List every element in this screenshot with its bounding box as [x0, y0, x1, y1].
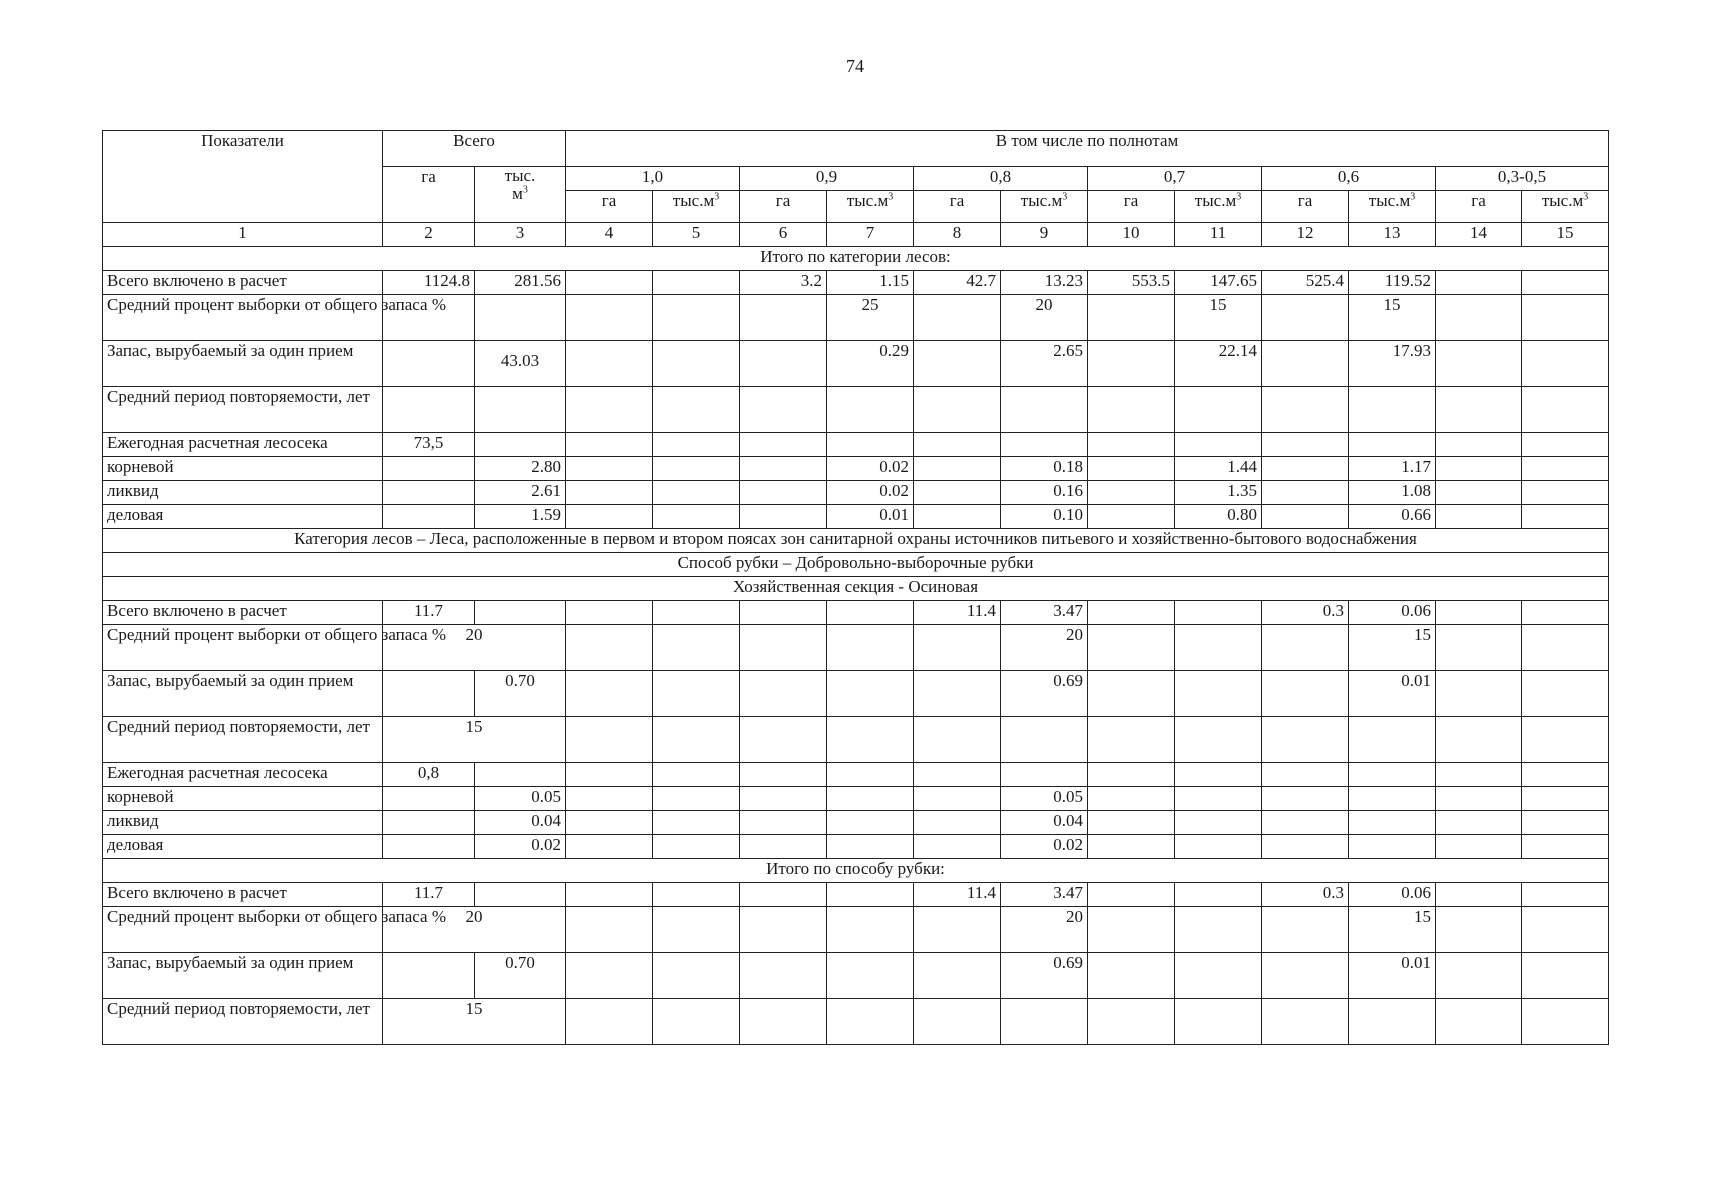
- table-cell: 2.61: [475, 481, 566, 505]
- row-label: Запас, вырубаемый за один прием: [103, 953, 383, 999]
- table-row: [103, 717, 1609, 763]
- row-label: Запас, вырубаемый за один прием: [103, 341, 383, 387]
- row-label: деловая: [103, 835, 383, 859]
- table-cell: 0.02: [475, 835, 566, 859]
- header-total-ha: га: [383, 167, 475, 223]
- table-cell: 0.29: [827, 341, 914, 387]
- unit-ha: га: [1262, 191, 1349, 223]
- row-label: корневой: [103, 457, 383, 481]
- forest-table: [102, 130, 1605, 1045]
- category-banner: Категория лесов – Леса, расположенные в первом и втором поясах зон санитарной охраны источников питьевого и хозяйственно-бытового водоснабжения: [103, 529, 1609, 553]
- table-cell: 119.52: [1349, 271, 1436, 295]
- table-cell: 2.65: [1001, 341, 1088, 387]
- table-row: [103, 883, 1609, 907]
- unit-ha: га: [1436, 191, 1522, 223]
- table-cell: 0.18: [1001, 457, 1088, 481]
- table-cell: 1.44: [1175, 457, 1262, 481]
- density-header: 1,0: [566, 167, 740, 191]
- density-header: 0,7: [1088, 167, 1262, 191]
- header-total-m3: тыс. $м^3$: [475, 167, 566, 223]
- density-header: 0,6: [1262, 167, 1436, 191]
- header-indicators: Показатели: [103, 131, 383, 223]
- table-row: [103, 671, 1609, 717]
- col-number: 11: [1175, 223, 1262, 247]
- table-cell: 1.17: [1349, 457, 1436, 481]
- table-cell: 0.3: [1262, 601, 1349, 625]
- table-cell: 0.04: [1001, 811, 1088, 835]
- table-cell: 0.02: [827, 481, 914, 505]
- row-label: Средний процент выборки от общего запаса %: [103, 295, 383, 341]
- col-number: 7: [827, 223, 914, 247]
- density-header: 0,9: [740, 167, 914, 191]
- table-cell: 2.80: [475, 457, 566, 481]
- table-cell: 0.70: [475, 953, 566, 999]
- row-label: ликвид: [103, 811, 383, 835]
- col-number: 1: [103, 223, 383, 247]
- table-cell: 3.47: [1001, 601, 1088, 625]
- table-row: [103, 387, 1609, 433]
- row-label: Ежегодная расчетная лесосека: [103, 763, 383, 787]
- section-title: Итого по категории лесов:: [103, 247, 1609, 271]
- table-row: [103, 811, 1609, 835]
- table-cell: 15: [383, 999, 566, 1045]
- unit-ha: га: [740, 191, 827, 223]
- method-banner: Способ рубки – Добровольно-выборочные рубки: [103, 553, 1609, 577]
- header-total: Всего: [383, 131, 566, 167]
- table-cell: 0.16: [1001, 481, 1088, 505]
- row-label: Всего включено в расчет: [103, 601, 383, 625]
- table-cell: 11.7: [383, 601, 475, 625]
- table-cell: 11.7: [383, 883, 475, 907]
- table-cell: 1.08: [1349, 481, 1436, 505]
- table-cell: 20: [1001, 295, 1088, 341]
- table-cell: 0.02: [1001, 835, 1088, 859]
- table-cell: 0.01: [1349, 953, 1436, 999]
- table-row: [103, 433, 1609, 457]
- col-number: 8: [914, 223, 1001, 247]
- unit-ha: га: [566, 191, 653, 223]
- table-cell: 0.10: [1001, 505, 1088, 529]
- col-number: 14: [1436, 223, 1522, 247]
- table-cell: 0.02: [827, 457, 914, 481]
- row-label: Средний процент выборки от общего запаса %: [103, 625, 383, 671]
- table-cell: 3.2: [740, 271, 827, 295]
- table-cell: 42.7: [914, 271, 1001, 295]
- table-cell: 20: [1001, 625, 1088, 671]
- table-cell: 0.69: [1001, 953, 1088, 999]
- unit-m3: $тыс.м^3$: [827, 191, 914, 223]
- table-row: [103, 505, 1609, 529]
- table-cell: 3.47: [1001, 883, 1088, 907]
- table-cell: 553.5: [1088, 271, 1175, 295]
- row-label: ликвид: [103, 481, 383, 505]
- table-row: [103, 295, 1609, 341]
- row-label: корневой: [103, 787, 383, 811]
- row-label: Всего включено в расчет: [103, 883, 383, 907]
- table-cell: 13.23: [1001, 271, 1088, 295]
- table-cell: 1124.8: [383, 271, 475, 295]
- table-cell: 1.15: [827, 271, 914, 295]
- table-cell: 525.4: [1262, 271, 1349, 295]
- table-cell: 0,8: [383, 763, 475, 787]
- row-label: Ежегодная расчетная лесосека: [103, 433, 383, 457]
- table-cell: 0.01: [827, 505, 914, 529]
- table-cell: 22.14: [1175, 341, 1262, 387]
- table-cell: 11.4: [914, 883, 1001, 907]
- row-label: Средний период повторяемости, лет: [103, 717, 383, 763]
- section-title: Итого по способу рубки:: [103, 859, 1609, 883]
- table-cell: 20: [1001, 907, 1088, 953]
- table-cell: 11.4: [914, 601, 1001, 625]
- table-cell: 281.56: [475, 271, 566, 295]
- col-number: 12: [1262, 223, 1349, 247]
- table-cell: 20: [383, 625, 566, 671]
- col-number: 10: [1088, 223, 1175, 247]
- cutting-table: [102, 130, 1609, 1045]
- table-row: [103, 457, 1609, 481]
- row-label: Всего включено в расчет: [103, 271, 383, 295]
- col-number: 3: [475, 223, 566, 247]
- page-number: 74: [846, 56, 864, 76]
- table-cell: 15: [383, 717, 566, 763]
- table-row: [103, 999, 1609, 1045]
- table-cell: 15: [1349, 295, 1436, 341]
- table-cell: 73,5: [383, 433, 475, 457]
- col-number: 2: [383, 223, 475, 247]
- unit-m3: $тыс.м^3$: [1175, 191, 1262, 223]
- density-header: 0,3-0,5: [1436, 167, 1609, 191]
- col-number: 6: [740, 223, 827, 247]
- density-header: 0,8: [914, 167, 1088, 191]
- table-cell: 15: [1175, 295, 1262, 341]
- table-row: [103, 601, 1609, 625]
- table-cell: 0.80: [1175, 505, 1262, 529]
- table-row: [103, 341, 1609, 387]
- table-cell: 0.04: [475, 811, 566, 835]
- col-number: 13: [1349, 223, 1436, 247]
- table-cell: 0.3: [1262, 883, 1349, 907]
- table-row: [103, 953, 1609, 999]
- table-cell: 17.93: [1349, 341, 1436, 387]
- table-row: [103, 787, 1609, 811]
- unit-ha: га: [914, 191, 1001, 223]
- unit-m3: $тыс.м^3$: [653, 191, 740, 223]
- row-label: Средний период повторяемости, лет: [103, 999, 383, 1045]
- table-cell: 0.06: [1349, 883, 1436, 907]
- col-number: 4: [566, 223, 653, 247]
- table-cell: 1.59: [475, 505, 566, 529]
- section-banner: Хозяйственная секция - Осиновая: [103, 577, 1609, 601]
- row-label: Средний процент выборки от общего запаса %: [103, 907, 383, 953]
- unit-ha: га: [1088, 191, 1175, 223]
- table-cell: 0.01: [1349, 671, 1436, 717]
- col-number: 9: [1001, 223, 1088, 247]
- table-cell: 1.35: [1175, 481, 1262, 505]
- table-cell: 0.69: [1001, 671, 1088, 717]
- table-cell: 25: [827, 295, 914, 341]
- table-cell: 0.66: [1349, 505, 1436, 529]
- table-row: [103, 835, 1609, 859]
- col-number: 15: [1522, 223, 1609, 247]
- header-including: В том числе по полнотам: [566, 131, 1609, 167]
- row-label: Запас, вырубаемый за один прием: [103, 671, 383, 717]
- table-cell: 0.70: [475, 671, 566, 717]
- table-cell: 0.05: [475, 787, 566, 811]
- table-row: [103, 907, 1609, 953]
- table-cell: 15: [1349, 907, 1436, 953]
- table-row: [103, 763, 1609, 787]
- unit-m3: $тыс.м^3$: [1349, 191, 1436, 223]
- table-cell: 43.03: [475, 341, 566, 387]
- table-row: [103, 271, 1609, 295]
- table-cell: 0.05: [1001, 787, 1088, 811]
- unit-m3: $тыс.м^3$: [1522, 191, 1609, 223]
- unit-m3: $тыс.м^3$: [1001, 191, 1088, 223]
- column-numbers-row: [103, 223, 1609, 247]
- table-cell: 15: [1349, 625, 1436, 671]
- table-row: [103, 481, 1609, 505]
- table-row: [103, 625, 1609, 671]
- row-label: Средний период повторяемости, лет: [103, 387, 383, 433]
- table-cell: 147.65: [1175, 271, 1262, 295]
- table-cell: 20: [383, 907, 566, 953]
- col-number: 5: [653, 223, 740, 247]
- table-cell: 0.06: [1349, 601, 1436, 625]
- row-label: деловая: [103, 505, 383, 529]
